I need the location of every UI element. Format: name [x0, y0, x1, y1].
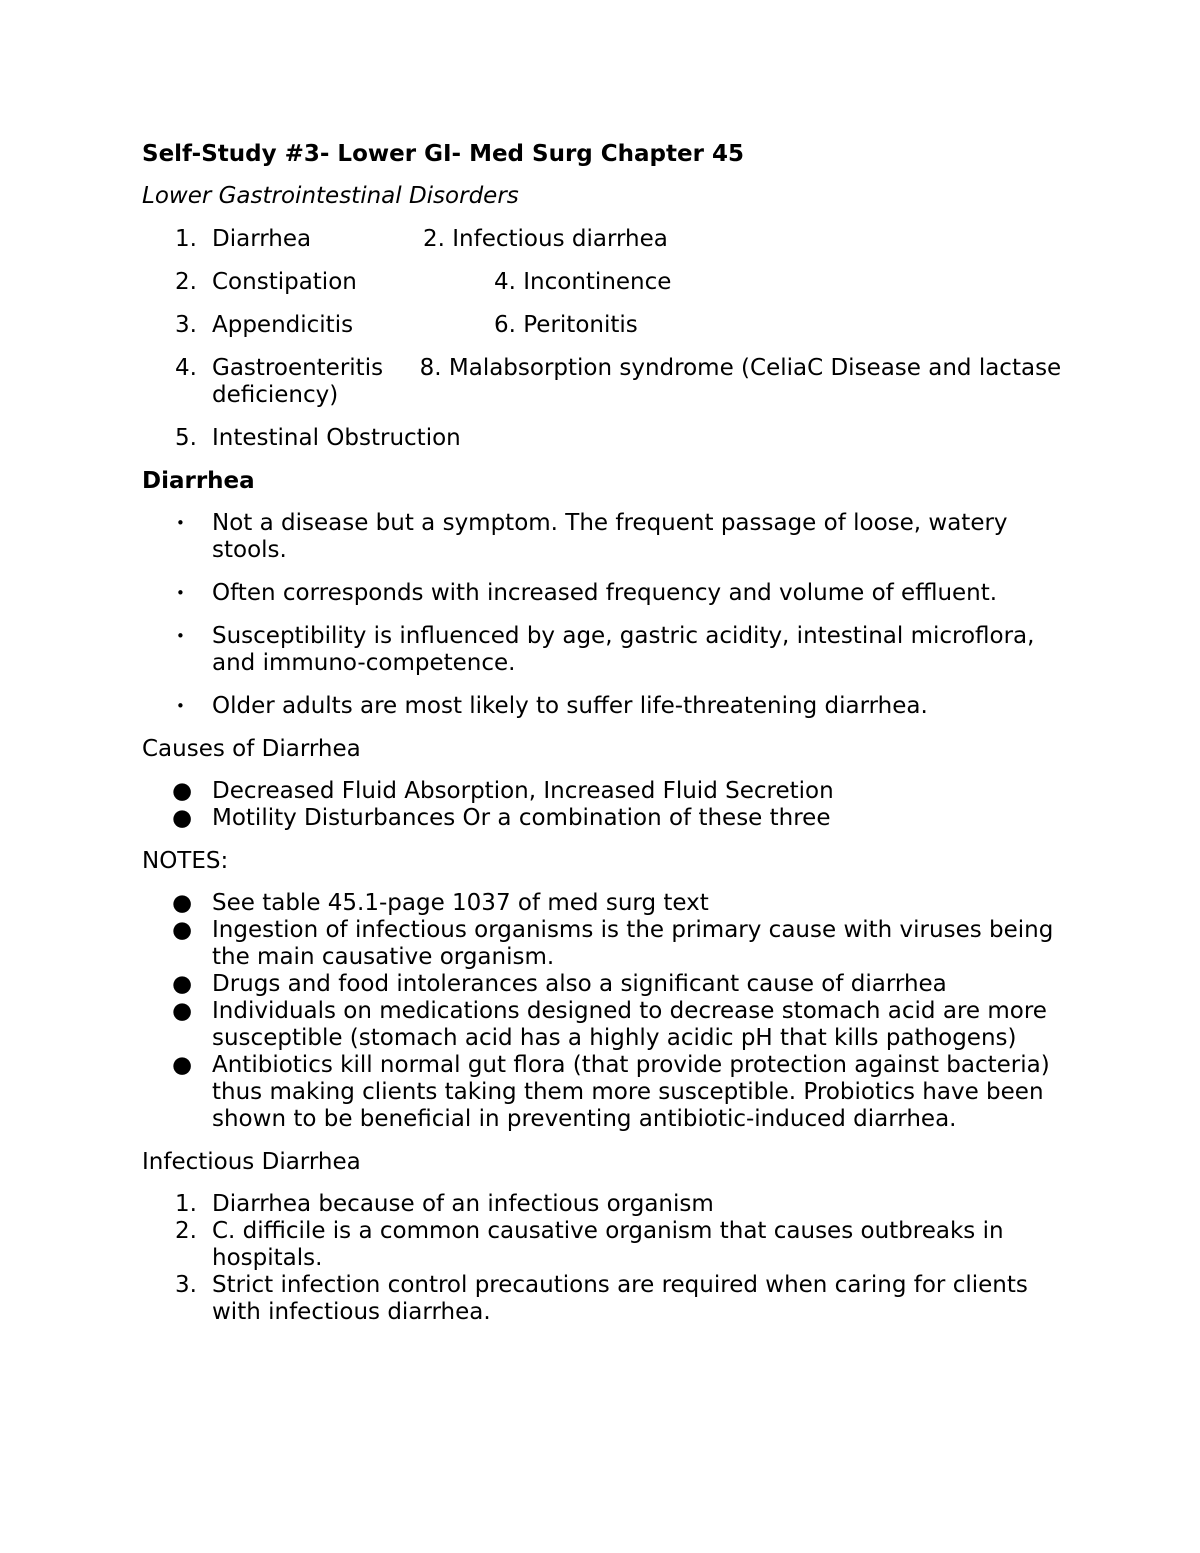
bullet-icon: ●	[172, 917, 193, 943]
bullet-icon: ●	[172, 1052, 193, 1078]
list-item: 2. Constipation 4. Incontinence	[175, 269, 672, 295]
notes-heading: NOTES:	[142, 848, 229, 874]
diarrhea-bullets	[142, 510, 1072, 720]
document-subtitle: Lower Gastrointestinal Disorders	[142, 183, 519, 209]
bullet-icon: •	[176, 627, 185, 645]
list-item: 1. Diarrhea 2. Infectious diarrhea	[175, 226, 668, 252]
list-item: ● Motility Disturbances Or a combination of these three	[172, 805, 831, 831]
bullet-icon: •	[176, 584, 185, 602]
list-item: 4. Gastroenteritis 8. Malabsorption syndrome (CeliaC Disease and lactase deficiency)	[175, 355, 1069, 408]
list-item: • Susceptibility is influenced by age, gastric acidity, intestinal microflora, and immuno-competence.	[176, 623, 1035, 676]
causes-heading: Causes of Diarrhea	[142, 736, 361, 762]
bullet-icon: ●	[172, 890, 193, 916]
bullet-icon: ●	[172, 971, 193, 997]
infectious-heading: Infectious Diarrhea	[142, 1149, 361, 1175]
list-item: 3. Strict infection control precautions are required when caring for clients with infectious diarrhea.	[175, 1272, 1028, 1325]
infectious-list	[142, 1191, 1072, 1326]
list-item: 2. C. difficile is a common causative organism that causes outbreaks in hospitals.	[175, 1218, 1004, 1271]
bullet-icon: ●	[172, 998, 193, 1024]
notes-bullets	[142, 890, 1072, 1133]
list-item: • Older adults are most likely to suffer life-threatening diarrhea.	[176, 693, 928, 719]
list-item: ● See table 45.1-page 1037 of med surg text	[172, 890, 709, 916]
list-item: 3. Appendicitis 6. Peritonitis	[175, 312, 638, 338]
list-item: 1. Diarrhea because of an infectious organism	[175, 1191, 714, 1217]
list-item: ● Decreased Fluid Absorption, Increased Fluid Secretion	[172, 778, 834, 804]
document-page	[142, 141, 1072, 1326]
list-item: ● Antibiotics kill normal gut flora (that provide protection against bacteria) thus making clients taking them more susceptible. Probiotics have been shown to be beneficial in preventing antibiotic-induced diarrhea.	[172, 1052, 1050, 1132]
list-item: ● Ingestion of infectious organisms is the primary cause with viruses being the main causative organism.	[172, 917, 1054, 970]
bullet-icon: •	[176, 697, 185, 715]
disorders-list	[142, 226, 1072, 452]
causes-bullets	[142, 778, 1072, 832]
list-item: ● Individuals on medications designed to decrease stomach acid are more susceptible (stomach acid has a highly acidic pH that kills pathogens)	[172, 998, 1047, 1051]
bullet-icon: ●	[172, 778, 193, 804]
diarrhea-heading: Diarrhea	[142, 468, 255, 494]
list-item: ● Drugs and food intolerances also a significant cause of diarrhea	[172, 971, 947, 997]
list-item: • Not a disease but a symptom. The frequent passage of loose, watery stools.	[176, 510, 1008, 563]
list-item: 5. Intestinal Obstruction	[175, 425, 461, 451]
list-item: • Often corresponds with increased frequency and volume of effluent.	[176, 580, 998, 606]
document-title: Self-Study #3- Lower GI- Med Surg Chapter 45	[142, 141, 744, 167]
bullet-icon: •	[176, 514, 185, 532]
bullet-icon: ●	[172, 805, 193, 831]
